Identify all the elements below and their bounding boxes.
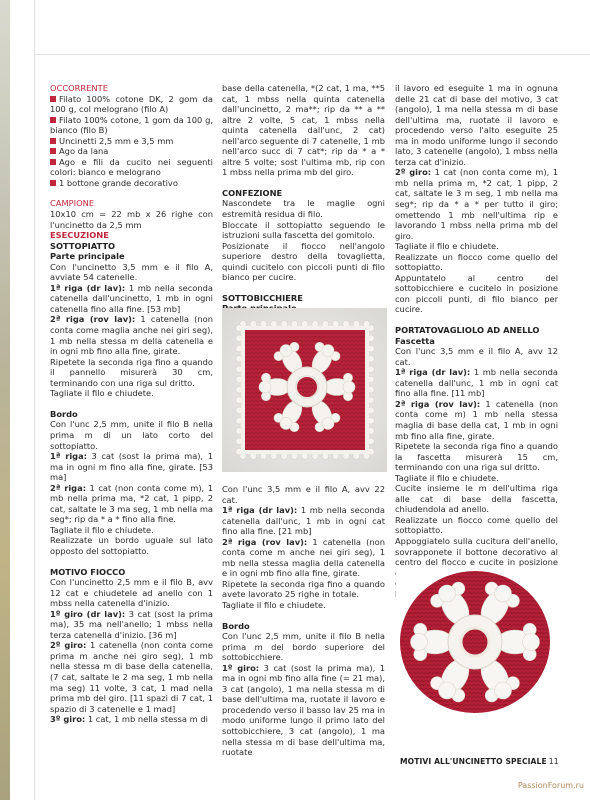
materials-item (50, 94, 213, 115)
materials-item (50, 157, 213, 178)
paragraph: 10x10 cm = 22 mb x 26 righe con l'uncinetto da 2,5 mm (50, 209, 213, 230)
paragraph: Nascondete tra le maglie ogni estremità residua di filo. (222, 198, 385, 220)
step-text: 1 catenella (non conta come prima m anche nei giro seg), 1 mb nella stessa m di base della catenella, (7 cat, saltate le 2 ma seg, 1 mb nella ma seg) 11 volte, 3 cat, 1 mad nella prima mb del giro. [11 spazi di 7 cat, 1 spazio di 3 catenelle e 1 mad] (50, 640, 213, 714)
instruction-step (222, 505, 385, 537)
instruction-step (395, 399, 558, 441)
step-label: 1ª riga (dr lav): (222, 505, 298, 516)
step-text: 1 cat (non conta come m), 1 mb nella prima ma, *2 cat, 1 pipp, 2 cat, saltate le 3 ma seg, 1 mb nella ma seg*; rip da * a * fino alla fine. (50, 482, 214, 525)
instruction-step (395, 167, 558, 241)
step-text: 3 cat (sost la prima ma), 1 ma in ogni mb fino alla fine (= 21 ma), 3 cat (angolo), 1 ma nella stessa m di base dell'ultima ma, ruotate il lavoro e procedendo verso il basso lav 25 ma in modo uniforme lungo il primo lato del sottobicchiere, 3 cat (angolo), 1 ma nella stessa m di base dell'ultima ma, ruotate (222, 662, 385, 758)
step-label: 2º giro: (395, 167, 432, 178)
materials-item (50, 178, 213, 189)
step-label: 1ª riga (dr lav): (395, 367, 471, 378)
step-label: 1º giro (dr lav): (50, 608, 126, 619)
step-label: 1º giro: (222, 662, 260, 673)
section-label: CAMPIONE (50, 198, 95, 209)
subheading: SOTTOBICCHIERE (222, 292, 303, 303)
step-text: 1 catenella (non conta come maglia anche nei giri seg), 1 mb nella stessa m della catenella e in ogni mb fino alla fine, girate. (50, 314, 213, 357)
square-bullet-icon (50, 96, 56, 102)
paragraph: Tagliate il filo e chiudete. (50, 388, 154, 399)
instruction-step (50, 609, 213, 641)
paragraph: base della catenella, *(2 cat, 1 ma, **5 cat, 1 mbss nella quinta catenella dall'uncinetto, 2 ma**; rip da ** a ** altre 2 volte, 5 cat, 1 mbss nella quinta catenella dall'unc, 2 cat) nell'arco seguente di 7 catenelle, 1 mb nell'arco succ di 7 cat*; rip da * a * altre 5 volte; sost l'ultima mb, rip con 1 mbss nella prima mb del giro. (222, 83, 385, 178)
step-label: 2ª riga (rov lav): (395, 398, 481, 409)
subheading: Parte principale (50, 251, 125, 262)
page-edge-strip (0, 0, 10, 800)
paragraph: Con l'uncinetto 3,5 mm e il filo A, avviate 54 catenelle. (50, 261, 213, 283)
subheading: SOTTOPIATTO (50, 240, 116, 251)
square-bullet-icon (50, 180, 56, 186)
subheading: CONFEZIONE (222, 187, 283, 198)
step-text: 1 catenella (non conta come m) 1 mb nella stessa maglia di base della cat, 1 mb in ogni mb fino alla fine, girate. (395, 398, 558, 441)
instruction-step (50, 483, 213, 525)
instruction-step (50, 283, 213, 315)
paragraph: Realizzate un fiocco come quello del sottopiatto. (395, 251, 558, 273)
step-text: 1 mb nella seconda catenella dall'unc, 1 mb in ogni cat fino alla fine. [21 mb] (222, 505, 385, 537)
subheading: Fascetta (395, 335, 435, 346)
margin-rule (34, 0, 35, 800)
coaster-photo (222, 308, 387, 472)
column-2-bottom (222, 484, 385, 758)
step-label: 1ª riga (dr lav): (50, 282, 126, 293)
instruction-step (50, 451, 213, 483)
square-bullet-icon (50, 159, 56, 165)
watermark: PassionForum.ru (517, 781, 584, 790)
step-text: 1 catenella (non conta come m anche nei giri seg), 1 mb nella stessa maglia della catenella e in ogni mb fino alla fine, girate. (222, 536, 385, 579)
paragraph: Bloccate il sottopiatto seguendo le istruzioni sulla fascetta del gomitolo. (222, 219, 385, 241)
paragraph: il lavoro ed eseguite 1 ma in ognuna delle 21 cat di base del motivo, 3 cat (angolo), 1 ma nella stessa m di base dell'ultima ma, ruotate il lavoro e procedendo verso l'alto eseguite 25 ma in modo uniforme lungo il secondo lato, 3 catenelle (angolo), 1 mbss nella terza cat d'inizio. (395, 83, 558, 167)
step-label: 1ª riga: (50, 451, 88, 462)
subheading: PORTATOVAGLIOLO AD ANELLO (395, 325, 540, 336)
materials-text: Ago e fili da cucito nei seguenti colori: bianco e melograno (50, 156, 213, 178)
step-label: 2ª riga (rov lav): (50, 314, 136, 325)
paragraph: Ripetete la seconda riga fino a quando la fascetta misurerà 15 cm, terminando con una riga sul dritto. (395, 441, 558, 473)
paragraph: Appuntatelo al centro del sottobicchiere e cucitelo in posizione con piccoli punti, di filo bianco per cucire. (395, 272, 558, 315)
column-3 (395, 83, 558, 599)
materials-text: 1 bottone grande decorativo (59, 177, 178, 188)
section-label: OCCORRENTE (50, 83, 108, 93)
paragraph: Tagliate il filo e chiudete. (222, 600, 326, 611)
subheading: Bordo (222, 620, 250, 631)
step-label: 2ª riga: (50, 482, 87, 493)
square-bullet-icon (50, 117, 56, 123)
step-label: 2º giro: (50, 640, 87, 651)
paragraph: Con l'unc 3,5 mm e il filo A, avv 12 cat. (395, 346, 558, 367)
paragraph: Tagliate il filo e chiudete. (395, 472, 499, 483)
instruction-step (222, 663, 385, 758)
paragraph: Realizzate un bordo uguale sul lato opposto del sottopiatto. (50, 535, 213, 556)
paragraph: Ripetete la seconda riga fino a quando avete lavorato 25 righe in totale. (222, 578, 385, 600)
materials-text: Filato 100% cotone, 1 gom da 100 g, bianco (filo B) (50, 114, 213, 136)
subheading: MOTIVO FIOCCO (50, 566, 126, 577)
step-text: 3 cat (sost la prima ma), 1 ma in ogni m fino alla fine, girate. [53 ma] (50, 451, 213, 483)
paragraph: Tagliate il filo e chiudete. (50, 524, 154, 535)
step-text: 1 mb nella seconda catenella dall'uncinetto, 1 mb in ogni catenella fino alla fine. [53 mb] (50, 282, 213, 314)
step-label: 2ª riga (rov lav): (222, 536, 308, 547)
step-text: 1 cat, 1 mb nella stessa m di (85, 714, 208, 725)
page-number: 11 (548, 757, 559, 766)
materials-item (50, 115, 213, 136)
materials-text: Filato 100% cotone DK, 2 gom da 100 g, col melograno (filo A) (50, 93, 213, 115)
instruction-step (395, 367, 558, 399)
step-label: 3º giro: (50, 714, 86, 725)
napkin-ring-photo (396, 568, 558, 718)
column-1 (50, 83, 213, 725)
paragraph: Appoggiatelo sulla cucitura dell'anello, sovrapponete il bottone decorativo al centro del fiocco e cucite in posizione (395, 535, 558, 568)
paragraph: Realizzate un fiocco come quello del sottopiatto. (395, 514, 558, 536)
square-bullet-icon (50, 138, 56, 144)
instruction-step (50, 640, 213, 714)
subheading: Bordo (50, 408, 78, 419)
spacer (50, 188, 213, 198)
materials-text: Uncinetti 2,5 mm e 3,5 mm (59, 135, 174, 146)
paragraph: Tagliate il filo e chiudete. (395, 241, 499, 252)
instruction-step (50, 714, 213, 725)
materials-text: Ago da lana (59, 146, 109, 157)
paragraph: Posizionate il fiocco nell'angolo superiore destro della tovaglietta, quindi cucitelo con piccoli punti di filo bianco per cucire. (222, 240, 385, 283)
paragraph: Con l'unc 2,5 mm, unite il filo B nella prima m del bordo superiore del sottobicchiere. (222, 631, 385, 663)
square-bullet-icon (50, 148, 56, 154)
header-rule (34, 54, 590, 55)
column-2-top (222, 83, 385, 314)
paragraph: Con l'unc 2,5 mm, unite il filo B nella prima m di un lato corto del sottopiatto. (50, 419, 213, 451)
materials-item (50, 146, 213, 157)
paragraph: Con l'uncinetto 2,5 mm e il filo B, avv 12 cat e chiudetele ad anello con 1 mbss nella catenella d'inizio. (50, 577, 213, 609)
instruction-step (50, 314, 213, 356)
paragraph: Ripetete la seconda riga fino a quando il pannello misurerà 30 cm, terminando con una riga sul dritto. (50, 356, 213, 388)
footer-title: MOTIVI ALL'UNCINETTO SPECIALE (400, 757, 547, 766)
paragraph: Con l'unc 3,5 mm e il filo A, avv 22 cat. (222, 484, 385, 505)
step-text: 3 cat (sost la prima ma), 35 ma nell'anello; 1 mbss nella terza catenella d'inizio. [36 m] (50, 608, 213, 640)
section-heading: ESECUZIONE (50, 230, 109, 241)
instruction-step (222, 537, 385, 579)
step-text: 1 mb nella seconda catenella dall'unc, 1 mb in ogni cat fino alla fine. [11 mb] (395, 367, 558, 399)
paragraph: Cucite insieme le m dell'ultima riga alle cat di base della fascetta, chiudendola ad anello. (395, 483, 558, 515)
step-text: 1 cat (non conta come m), 1 mb nella prima m, *2 cat, 1 pipp, 2 cat, saltate le 3 m seg, 1 mb nella ma seg*; rip da * a * per tutto il giro; omettendo 1 mb nell'ultima rip e lavorando 1 mbss nella prima mb del giro. (395, 167, 558, 241)
page-footer (400, 757, 559, 766)
materials-item (50, 136, 213, 147)
